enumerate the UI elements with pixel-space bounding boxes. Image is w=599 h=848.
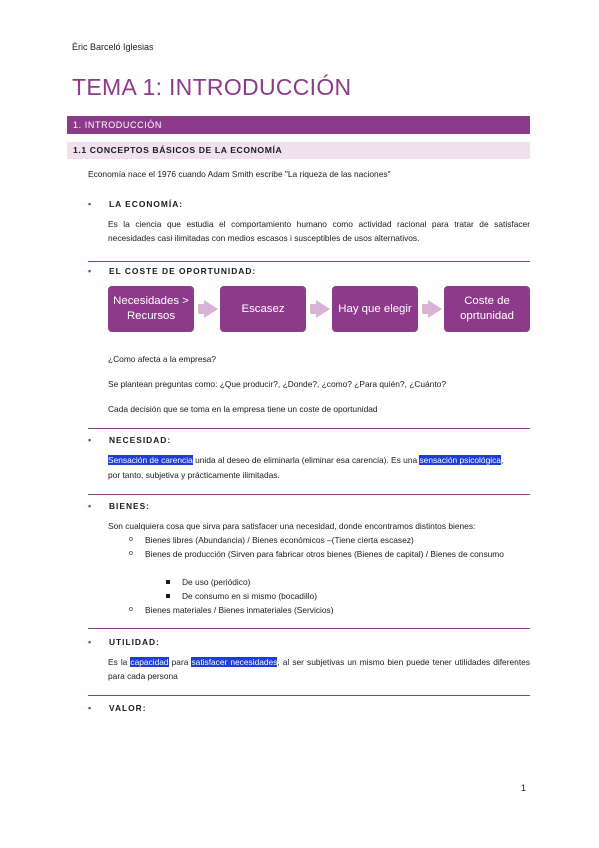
bullet-icon: • <box>88 199 93 209</box>
page-number: 1 <box>521 783 527 793</box>
circle-bullet-icon: o <box>129 536 133 543</box>
necesidad-definition <box>108 453 530 467</box>
square-bullet-icon <box>166 594 170 598</box>
list-item-text: Bienes materiales / Bienes inmateriales (Servicios) <box>145 605 334 615</box>
bienes-list <box>129 533 530 561</box>
arrow-right-icon <box>316 300 330 318</box>
section-divider <box>88 494 530 495</box>
economia-definition: Es la ciencia que estudia el comportamiento humano como actividad racional para tratar de satisfacer necesidades casi ilimitadas con medios escasos i susceptibles de usos alternativos. <box>108 219 530 243</box>
flow-box-elegir: Hay que elegir <box>332 286 418 332</box>
text: Es la <box>108 657 131 667</box>
square-bullet-icon <box>166 580 170 584</box>
list-item-text: Bienes libres (Abundancia) / Bienes económicos –(Tiene cierta escasez) <box>145 535 414 545</box>
list-item-text: Bienes de producción (Sirven para fabricar otros bienes (Bienes de capital) / Bienes de consumo <box>145 549 504 559</box>
list-item <box>129 533 530 547</box>
section-divider <box>88 428 530 429</box>
text: para <box>168 657 192 667</box>
text: , al ser subjetivas un mismo bien puede tener utilidades diferentes para cada persona <box>108 657 530 681</box>
bullet-icon: • <box>88 501 93 511</box>
flow-box-coste: Coste de oprtunidad <box>444 286 530 332</box>
list-item <box>129 547 530 561</box>
arrow-right-icon <box>204 300 218 318</box>
circle-bullet-icon: o <box>129 606 133 613</box>
flow-box-necesidades: Necesidades > Recursos <box>108 286 194 332</box>
list-item <box>182 589 530 603</box>
highlight: sensación psicológica <box>419 455 501 465</box>
section-label: VALOR: <box>109 703 147 713</box>
process-flow <box>108 286 530 334</box>
heading-1-bar: 1. INTRODUCCIÓN <box>67 116 530 134</box>
bienes-intro: Son cualquiera cosa que sirva para satisfacer una necesidad, donde encontramos distintos bienes: <box>108 521 476 531</box>
author-name: Èric Barceló Iglesias <box>72 42 154 52</box>
highlight: satisfacer necesidades <box>191 657 278 667</box>
section-divider <box>88 695 530 696</box>
bullet-icon: • <box>88 435 93 445</box>
section-label: NECESIDAD: <box>109 435 172 445</box>
text: unida al deseo de eliminarla (eliminar esa carencia). Es una <box>192 455 420 465</box>
questions-text: Se plantean preguntas como: ¿Que producir?, ¿Donde?, ¿como? ¿Para quién?, ¿Cuánto? <box>108 379 446 389</box>
text: , <box>500 455 504 465</box>
section-label: LA ECONOMÍA: <box>109 199 184 209</box>
section-divider <box>88 261 530 262</box>
section-label: UTILIDAD: <box>109 637 160 647</box>
highlight: Sensación de carencia <box>108 455 193 465</box>
arrow-right-icon <box>428 300 442 318</box>
section-divider <box>88 628 530 629</box>
circle-bullet-icon: o <box>129 550 133 557</box>
necesidad-line-2: por tanto, subjetiva y prácticamente ilimitadas. <box>108 470 280 480</box>
flow-box-escasez: Escasez <box>220 286 306 332</box>
intro-text: Economía nace el 1976 cuando Adam Smith escribe "La riqueza de las naciones" <box>88 169 391 179</box>
page-title: TEMA 1: INTRODUCCIÓN <box>72 74 352 100</box>
bienes-sublist <box>182 575 530 603</box>
bullet-icon: • <box>88 266 93 276</box>
list-item-text: De uso (periódico) <box>182 577 251 587</box>
section-label: EL COSTE DE OPORTUNIDAD: <box>109 266 257 276</box>
question-empresa: ¿Como afecta a la empresa? <box>108 354 216 364</box>
decision-text: Cada decisión que se toma en la empresa tiene un coste de oportunidad <box>108 404 378 414</box>
list-item <box>182 575 530 589</box>
highlight: capacidad <box>130 657 169 667</box>
heading-2-bar: 1.1 CONCEPTOS BÁSICOS DE LA ECONOMÍA <box>67 142 530 159</box>
bienes-list-2 <box>129 603 530 617</box>
bullet-icon: • <box>88 703 93 713</box>
bullet-icon: • <box>88 637 93 647</box>
list-item <box>129 603 530 617</box>
section-label: BIENES: <box>109 501 150 511</box>
utilidad-definition <box>108 655 530 683</box>
list-item-text: De consumo en si mismo (bocadillo) <box>182 591 317 601</box>
